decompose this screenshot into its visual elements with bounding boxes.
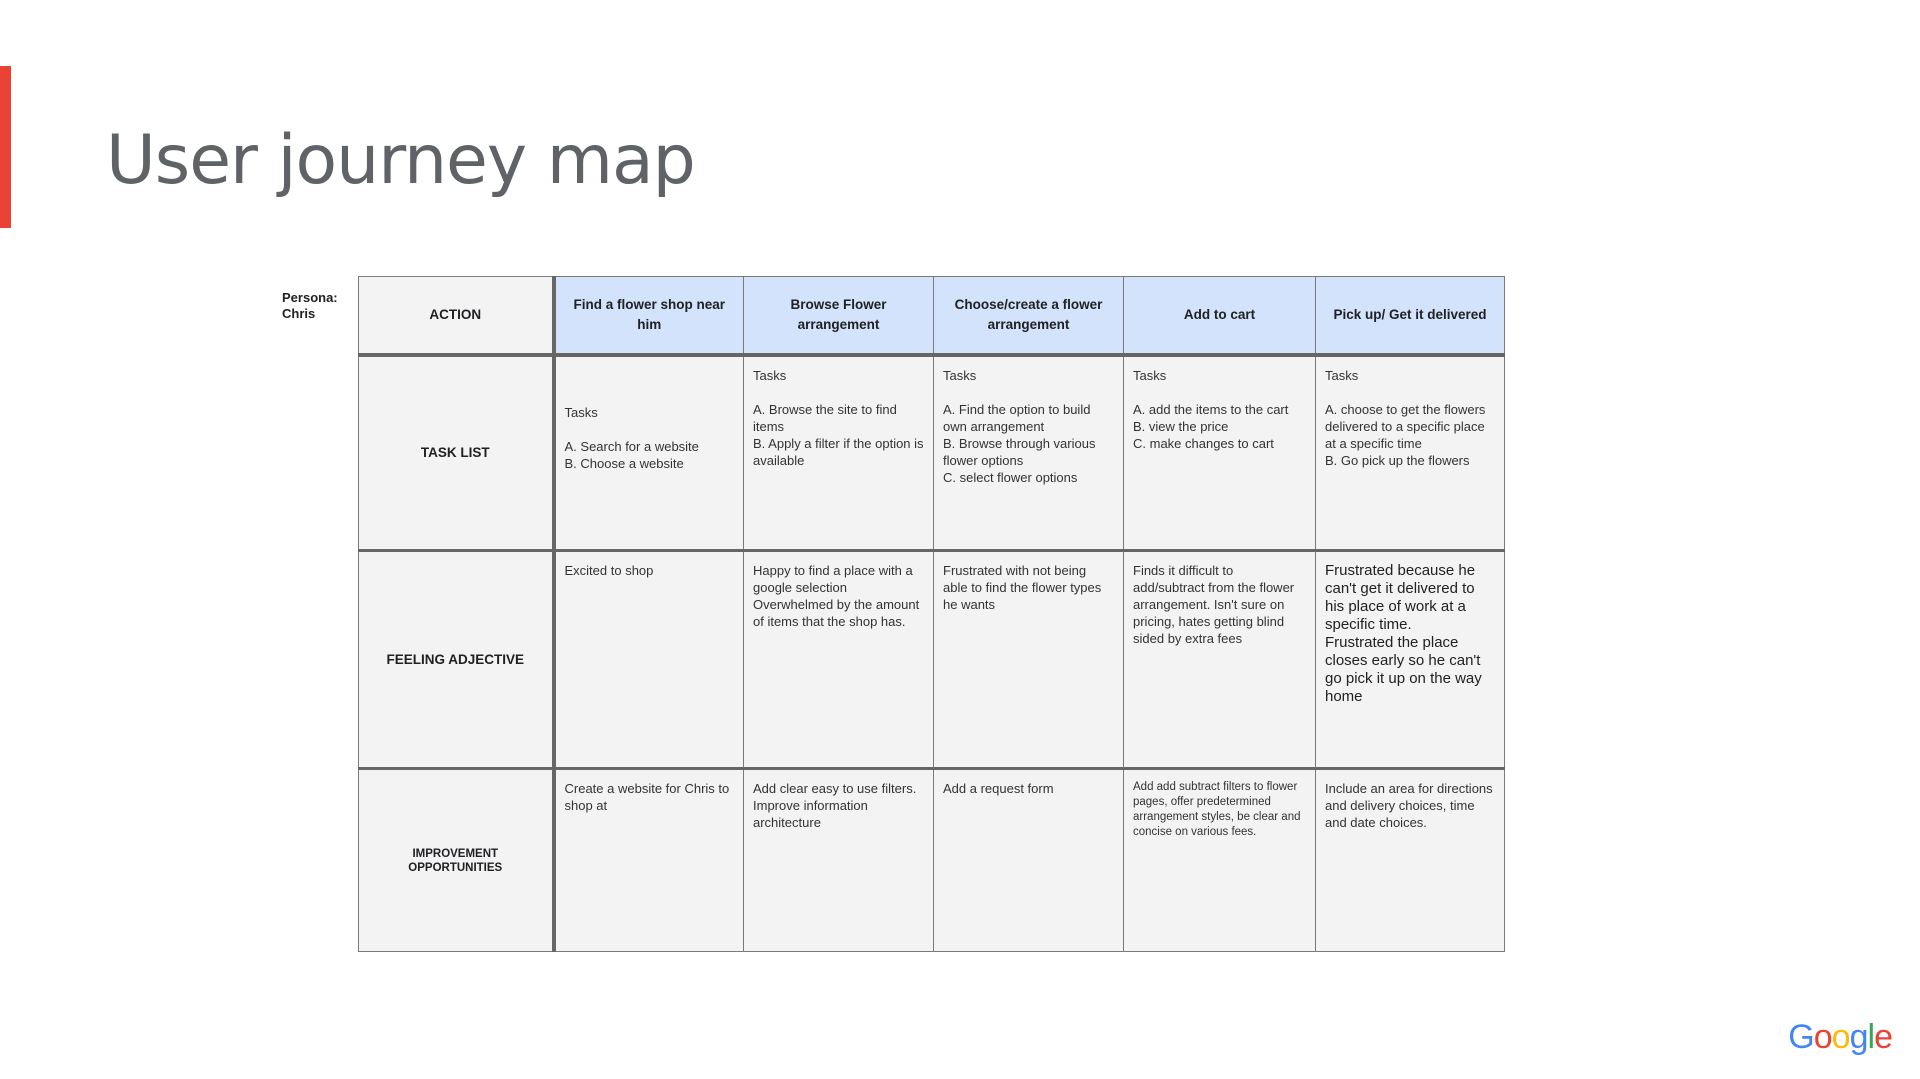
table-row (359, 355, 1505, 551)
logo-letter: o (1813, 1018, 1832, 1056)
logo-letter: g (1849, 1018, 1868, 1056)
persona-heading: Persona: (282, 290, 338, 305)
logo-letter: e (1874, 1018, 1892, 1056)
accent-bar (0, 66, 11, 228)
table-row (359, 769, 1505, 952)
cell-text: Happy to find a place with a google selection Overwhelmed by the amount of items that the shop has. (753, 563, 920, 629)
cell-text: Tasks A. add the items to the cart B. view the price C. make changes to cart (1133, 367, 1289, 451)
row-header: IMPROVEMENT OPPORTUNITIES (359, 769, 554, 952)
corner-cell-action: ACTION (359, 277, 554, 355)
table-cell (744, 551, 934, 769)
column-header: Pick up/ Get it delivered (1316, 277, 1505, 355)
table-row (359, 551, 1505, 769)
column-header: Choose/create a flower arrangement (934, 277, 1124, 355)
table-cell (934, 551, 1124, 769)
cell-text: Create a website for Chris to shop at (564, 781, 730, 813)
table-cell (554, 355, 744, 551)
table-cell (1316, 551, 1505, 769)
table-cell (744, 769, 934, 952)
row-header: FEELING ADJECTIVE (359, 551, 554, 769)
cell-text: Tasks A. Find the option to build own arrangement B. Browse through various flower options C. select flower options (943, 367, 1096, 485)
table-cell (554, 769, 744, 952)
column-header: Find a flower shop near him (554, 277, 744, 355)
table-cell (934, 769, 1124, 952)
cell-text: Excited to shop (564, 563, 654, 578)
cell-text: Tasks A. choose to get the flowers delivered to a specific place at a specific time B. Go pick up the flowers (1325, 367, 1486, 468)
cell-text: Frustrated with not being able to find the flower types he wants (943, 563, 1102, 612)
table-header-row (359, 277, 1505, 355)
cell-text: Include an area for directions and delivery choices, time and date choices. (1325, 781, 1493, 830)
cell-text: Tasks A. Browse the site to find items B. Apply a filter if the option is available (753, 367, 924, 468)
persona-label (282, 290, 338, 322)
cell-text: Add add subtract filters to flower pages, offer predetermined arrangement styles, be clear and concise on various fees. (1133, 781, 1301, 838)
column-header: Add to cart (1124, 277, 1316, 355)
google-logo (1788, 1018, 1892, 1057)
cell-text: Finds it difficult to add/subtract from the flower arrangement. Isn't sure on pricing, hates getting blind sided by extra fees (1133, 563, 1295, 646)
row-header: TASK LIST (359, 355, 554, 551)
table-cell (1316, 355, 1505, 551)
table-cell (1124, 551, 1316, 769)
column-header: Browse Flower arrangement (744, 277, 934, 355)
logo-letter: o (1831, 1018, 1850, 1056)
logo-letter: G (1788, 1018, 1814, 1056)
cell-text: Add a request form (943, 781, 1054, 796)
cell-text: Add clear easy to use filters. Improve information architecture (753, 781, 917, 830)
table-cell (1124, 769, 1316, 952)
logo-letter: l (1867, 1018, 1875, 1056)
cell-text: Frustrated because he can't get it delivered to his place of work at a specific time. Frustrated the place closes early so he can't go pick it up on the way home (1325, 562, 1482, 705)
cell-text: Tasks A. Search for a website B. Choose a website (564, 404, 699, 471)
table-cell (934, 355, 1124, 551)
table-cell (744, 355, 934, 551)
slide-title: User journey map (106, 121, 695, 200)
table-cell (1124, 355, 1316, 551)
table-cell (554, 551, 744, 769)
persona-name: Chris (282, 306, 316, 321)
journey-map-table (358, 276, 1505, 952)
table-cell (1316, 769, 1505, 952)
